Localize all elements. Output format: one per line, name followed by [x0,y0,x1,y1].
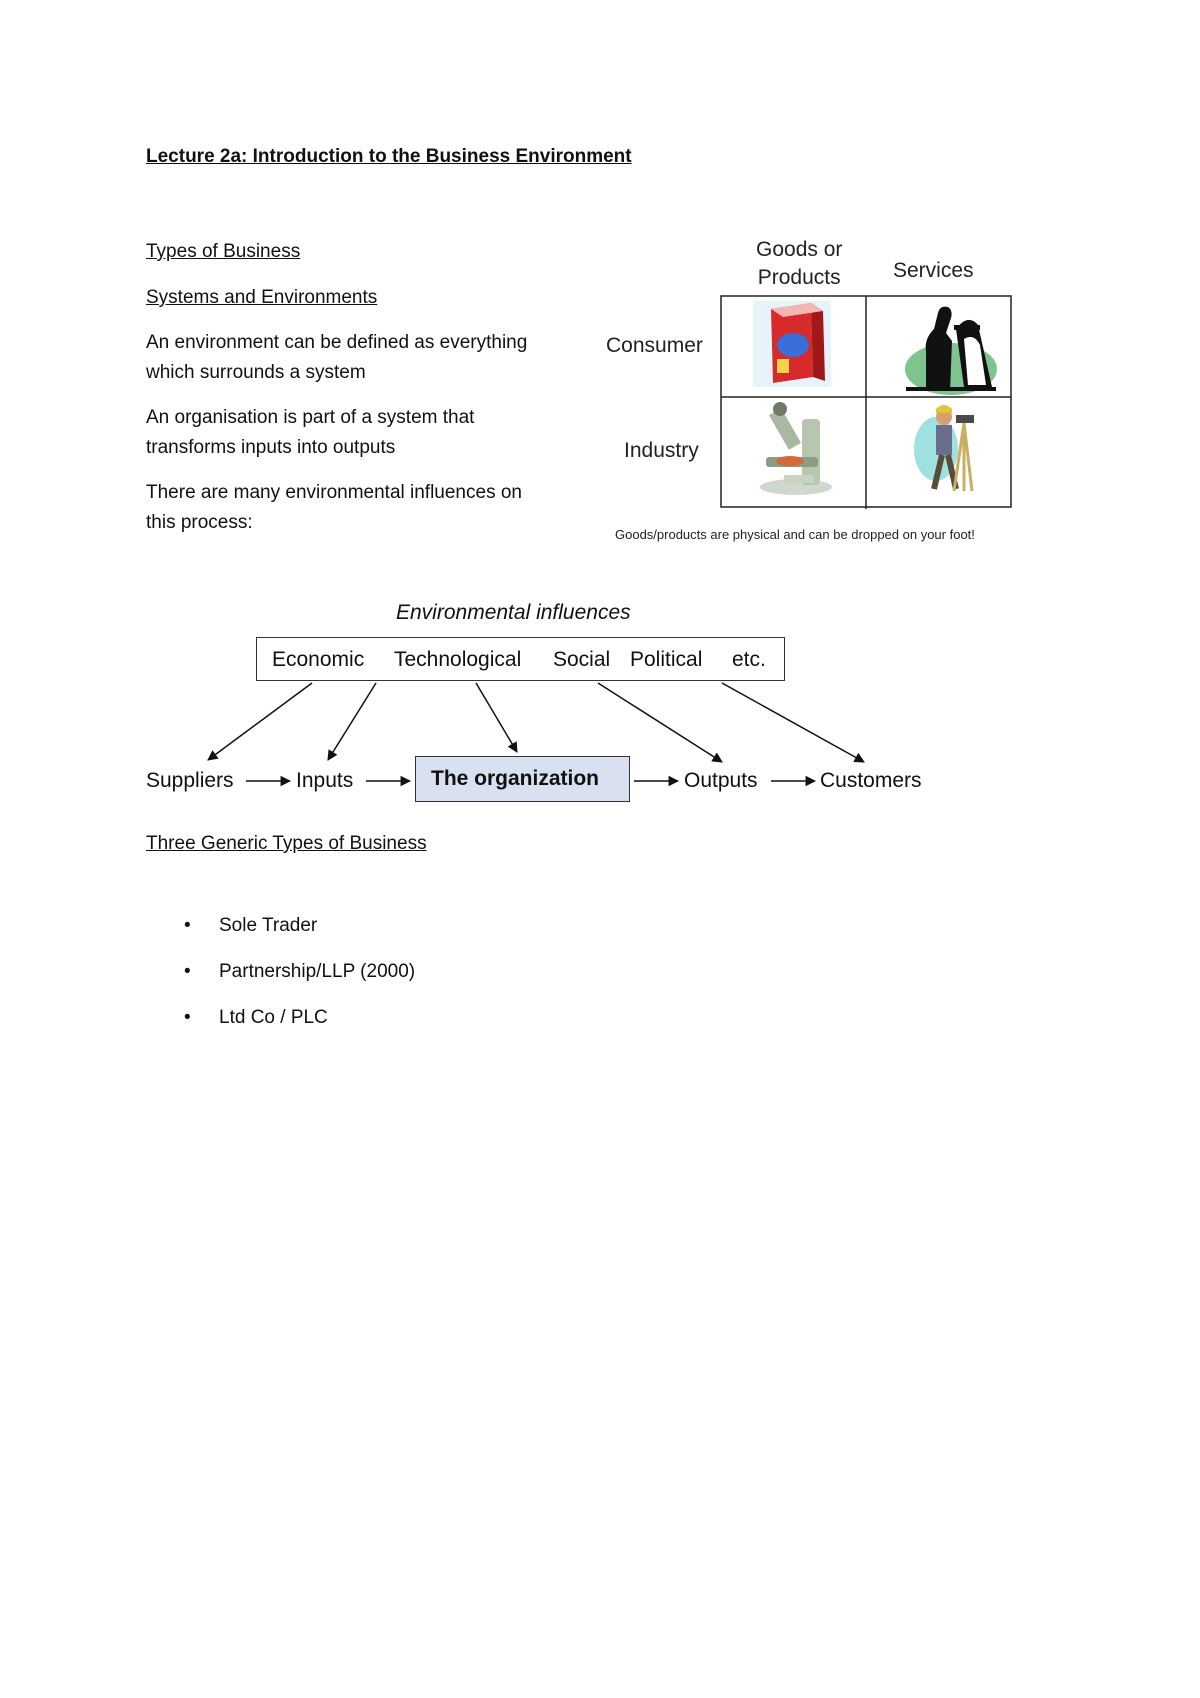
arrow-influence-to-outputs [598,683,722,762]
influences-arrows [0,0,1200,830]
paragraph-line: this process: [146,512,253,533]
flow-organization: The organization [431,767,599,790]
paragraph-line: transforms inputs into outputs [146,437,396,458]
flow-customers: Customers [820,769,922,792]
arrow-influence-to-customers [722,683,864,762]
influences-title: Environmental influences [396,601,631,624]
list-item-label: Sole Trader [219,915,318,936]
matrix-caption: Goods/products are physical and can be dropped on your foot! [615,527,975,542]
influence-technological: Technological [394,648,522,671]
flow-outputs: Outputs [684,769,758,792]
generic-types-heading: Three Generic Types of Business [146,833,427,854]
arrow-influence-to-suppliers [208,683,312,760]
matrix-row-industry-label: Industry [624,439,699,462]
list-item [182,961,415,1007]
list-item-label: Ltd Co / PLC [219,1007,328,1028]
influence-social: Social [553,648,611,671]
bullet-icon: • [184,1007,191,1028]
influence-economic: Economic [272,648,365,671]
influence-political: Political [630,648,703,671]
paragraph-line: There are many environmental influences on [146,482,522,503]
matrix-col-goods-line1: Goods or [756,238,843,261]
document-title: Lecture 2a: Introduction to the Business Environment [146,146,632,167]
matrix-row-consumer-label: Consumer [606,334,703,357]
list-item-label: Partnership/LLP (2000) [219,961,416,982]
bullet-icon: • [184,961,191,982]
list-item [182,1007,415,1053]
paragraph-line: which surrounds a system [146,362,366,383]
types-of-business-heading: Types of Business [146,241,301,262]
influence-etc: etc. [732,648,766,671]
matrix-col-goods-line2: Products [757,266,841,289]
arrow-influence-to-inputs [328,683,376,760]
paragraph-line: An environment can be defined as everything [146,332,528,353]
arrow-influence-to-organization [476,683,517,752]
business-types-list [182,915,415,1053]
matrix-col-services-label: Services [893,259,974,282]
flow-suppliers: Suppliers [146,769,234,792]
paragraph-line: An organisation is part of a system that [146,407,475,428]
list-item [182,915,415,961]
systems-environments-heading: Systems and Environments [146,287,378,308]
flow-inputs: Inputs [296,769,354,792]
bullet-icon: • [184,915,191,936]
